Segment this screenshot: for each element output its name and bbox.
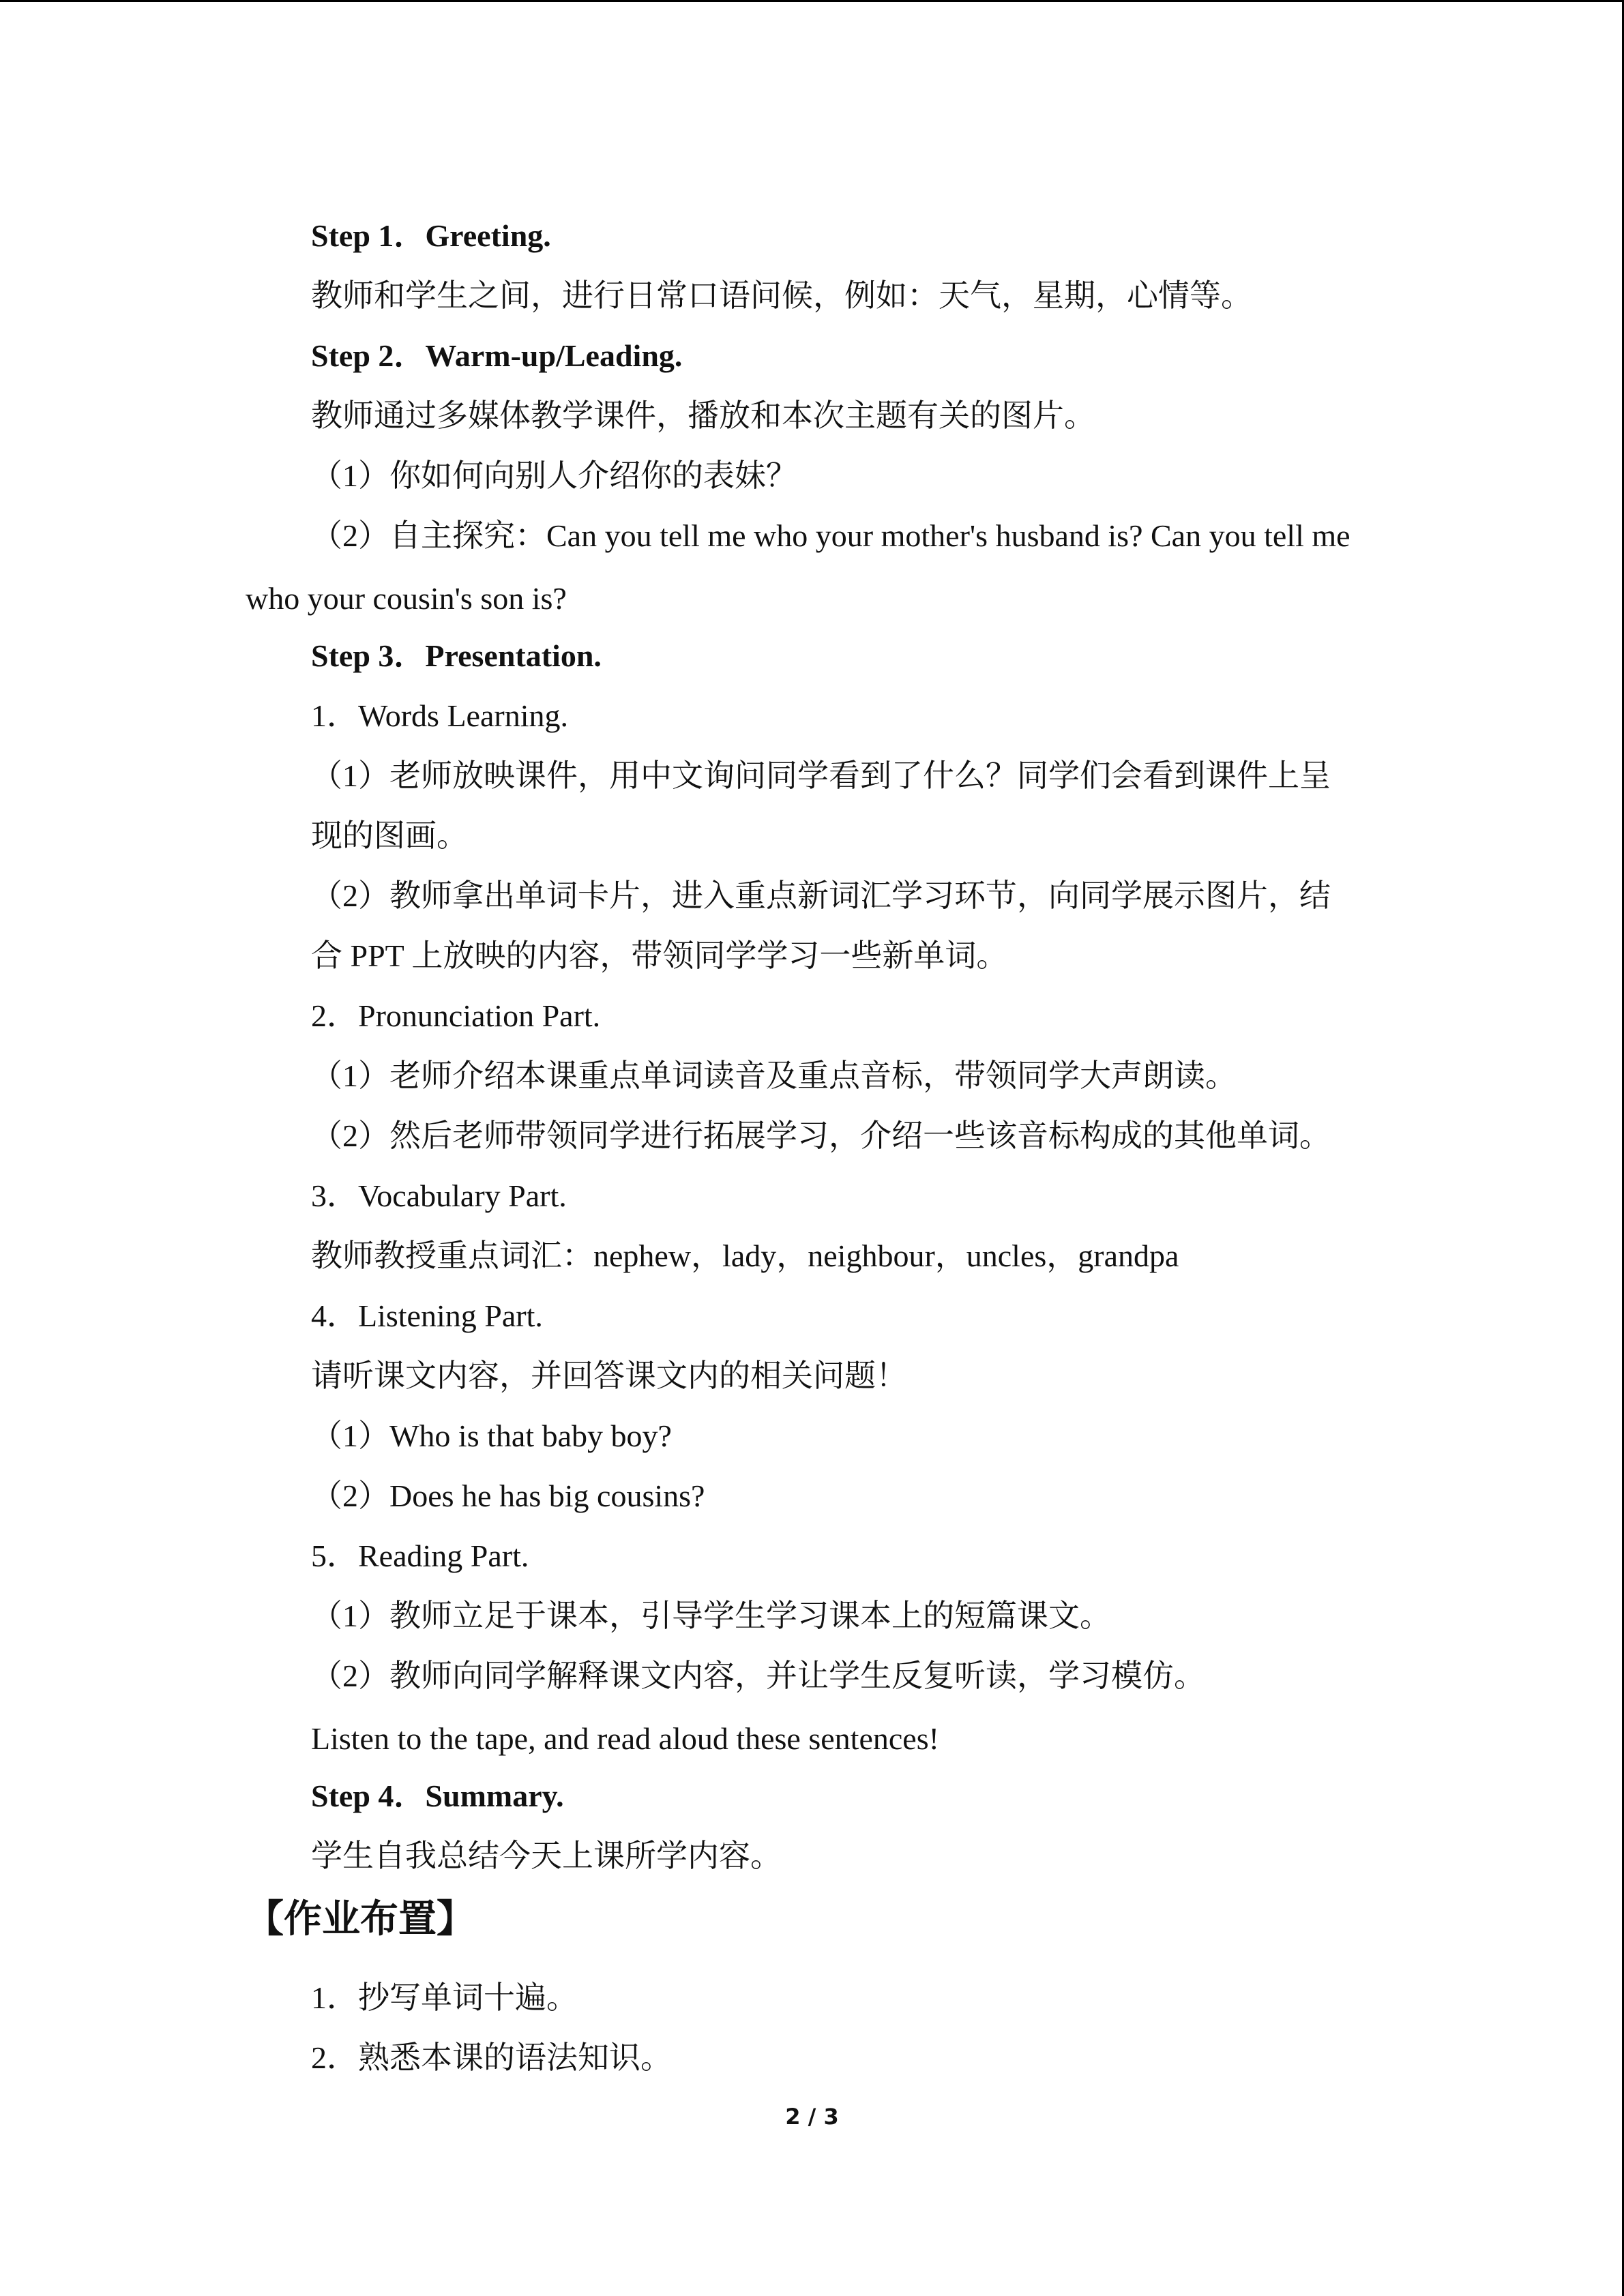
part-2-item-1: （1）老师介绍本课重点单词读音及重点音标，带领同学大声朗读。 — [311, 1058, 1237, 1093]
part-1-item-1-line-2: 现的图画。 — [311, 818, 468, 853]
part-4-title: 4．Listening Part. — [311, 1298, 543, 1333]
part-2-title: 2．Pronunciation Part. — [311, 998, 601, 1033]
part-1-item-2-line-1: （2）教师拿出单词卡片，进入重点新词汇学习环节，向同学展示图片，结 — [311, 878, 1331, 913]
part-3-title: 3．Vocabulary Part. — [311, 1178, 567, 1213]
step-2-text: 教师通过多媒体教学课件，播放和本次主题有关的图片。 — [311, 398, 1095, 433]
part-1-title: 1．Words Learning. — [311, 698, 568, 733]
step-1-text: 教师和学生之间，进行日常口语问候，例如：天气，星期，心情等。 — [311, 278, 1252, 313]
part-3-text: 教师教授重点词汇：nephew，lady，neighbour，uncles，grandpa — [311, 1238, 1179, 1273]
step-3-title: Step 3．Presentation. — [311, 638, 602, 673]
part-4-question-1: （1）Who is that baby boy? — [311, 1418, 672, 1453]
part-5-text: Listen to the tape, and read aloud these sentences! — [311, 1721, 939, 1756]
step-2-question-2-line-2: who your cousin's son is? — [246, 581, 567, 616]
homework-item-1: 1．抄写单词十遍。 — [311, 1980, 578, 2015]
page-number: 2 / 3 — [785, 2104, 839, 2130]
part-5-item-2: （2）教师向同学解释课文内容，并让学生反复听读，学习模仿。 — [311, 1658, 1205, 1693]
part-4-text: 请听课文内容，并回答课文内的相关问题！ — [311, 1358, 907, 1393]
step-4-text: 学生自我总结今天上课所学内容。 — [311, 1838, 782, 1873]
homework-heading: 【作业布置】 — [246, 1897, 475, 1941]
part-1-item-2-line-2: 合 PPT 上放映的内容，带领同学学习一些新单词。 — [311, 938, 1008, 973]
part-4-question-2: （2）Does he has big cousins? — [311, 1478, 705, 1513]
part-2-item-2: （2）然后老师带领同学进行拓展学习，介绍一些该音标构成的其他单词。 — [311, 1118, 1331, 1153]
step-2-question-1: （1）你如何向别人介绍你的表妹？ — [311, 458, 797, 493]
homework-item-2: 2．熟悉本课的语法知识。 — [311, 2040, 672, 2075]
step-4-title: Step 4．Summary. — [311, 1778, 564, 1813]
part-5-item-1: （1）教师立足于课本，引导学生学习课本上的短篇课文。 — [311, 1598, 1111, 1633]
part-5-title: 5．Reading Part. — [311, 1538, 529, 1573]
step-2-question-2-line-1: （2）自主探究：Can you tell me who your mother's husband is? Can you tell me — [311, 518, 1350, 553]
step-2-title: Step 2．Warm-up/Leading. — [311, 338, 683, 373]
part-1-item-1-line-1: （1）老师放映课件，用中文询问同学看到了什么？同学们会看到课件上呈 — [311, 758, 1331, 793]
step-1-title: Step 1．Greeting. — [311, 218, 551, 253]
